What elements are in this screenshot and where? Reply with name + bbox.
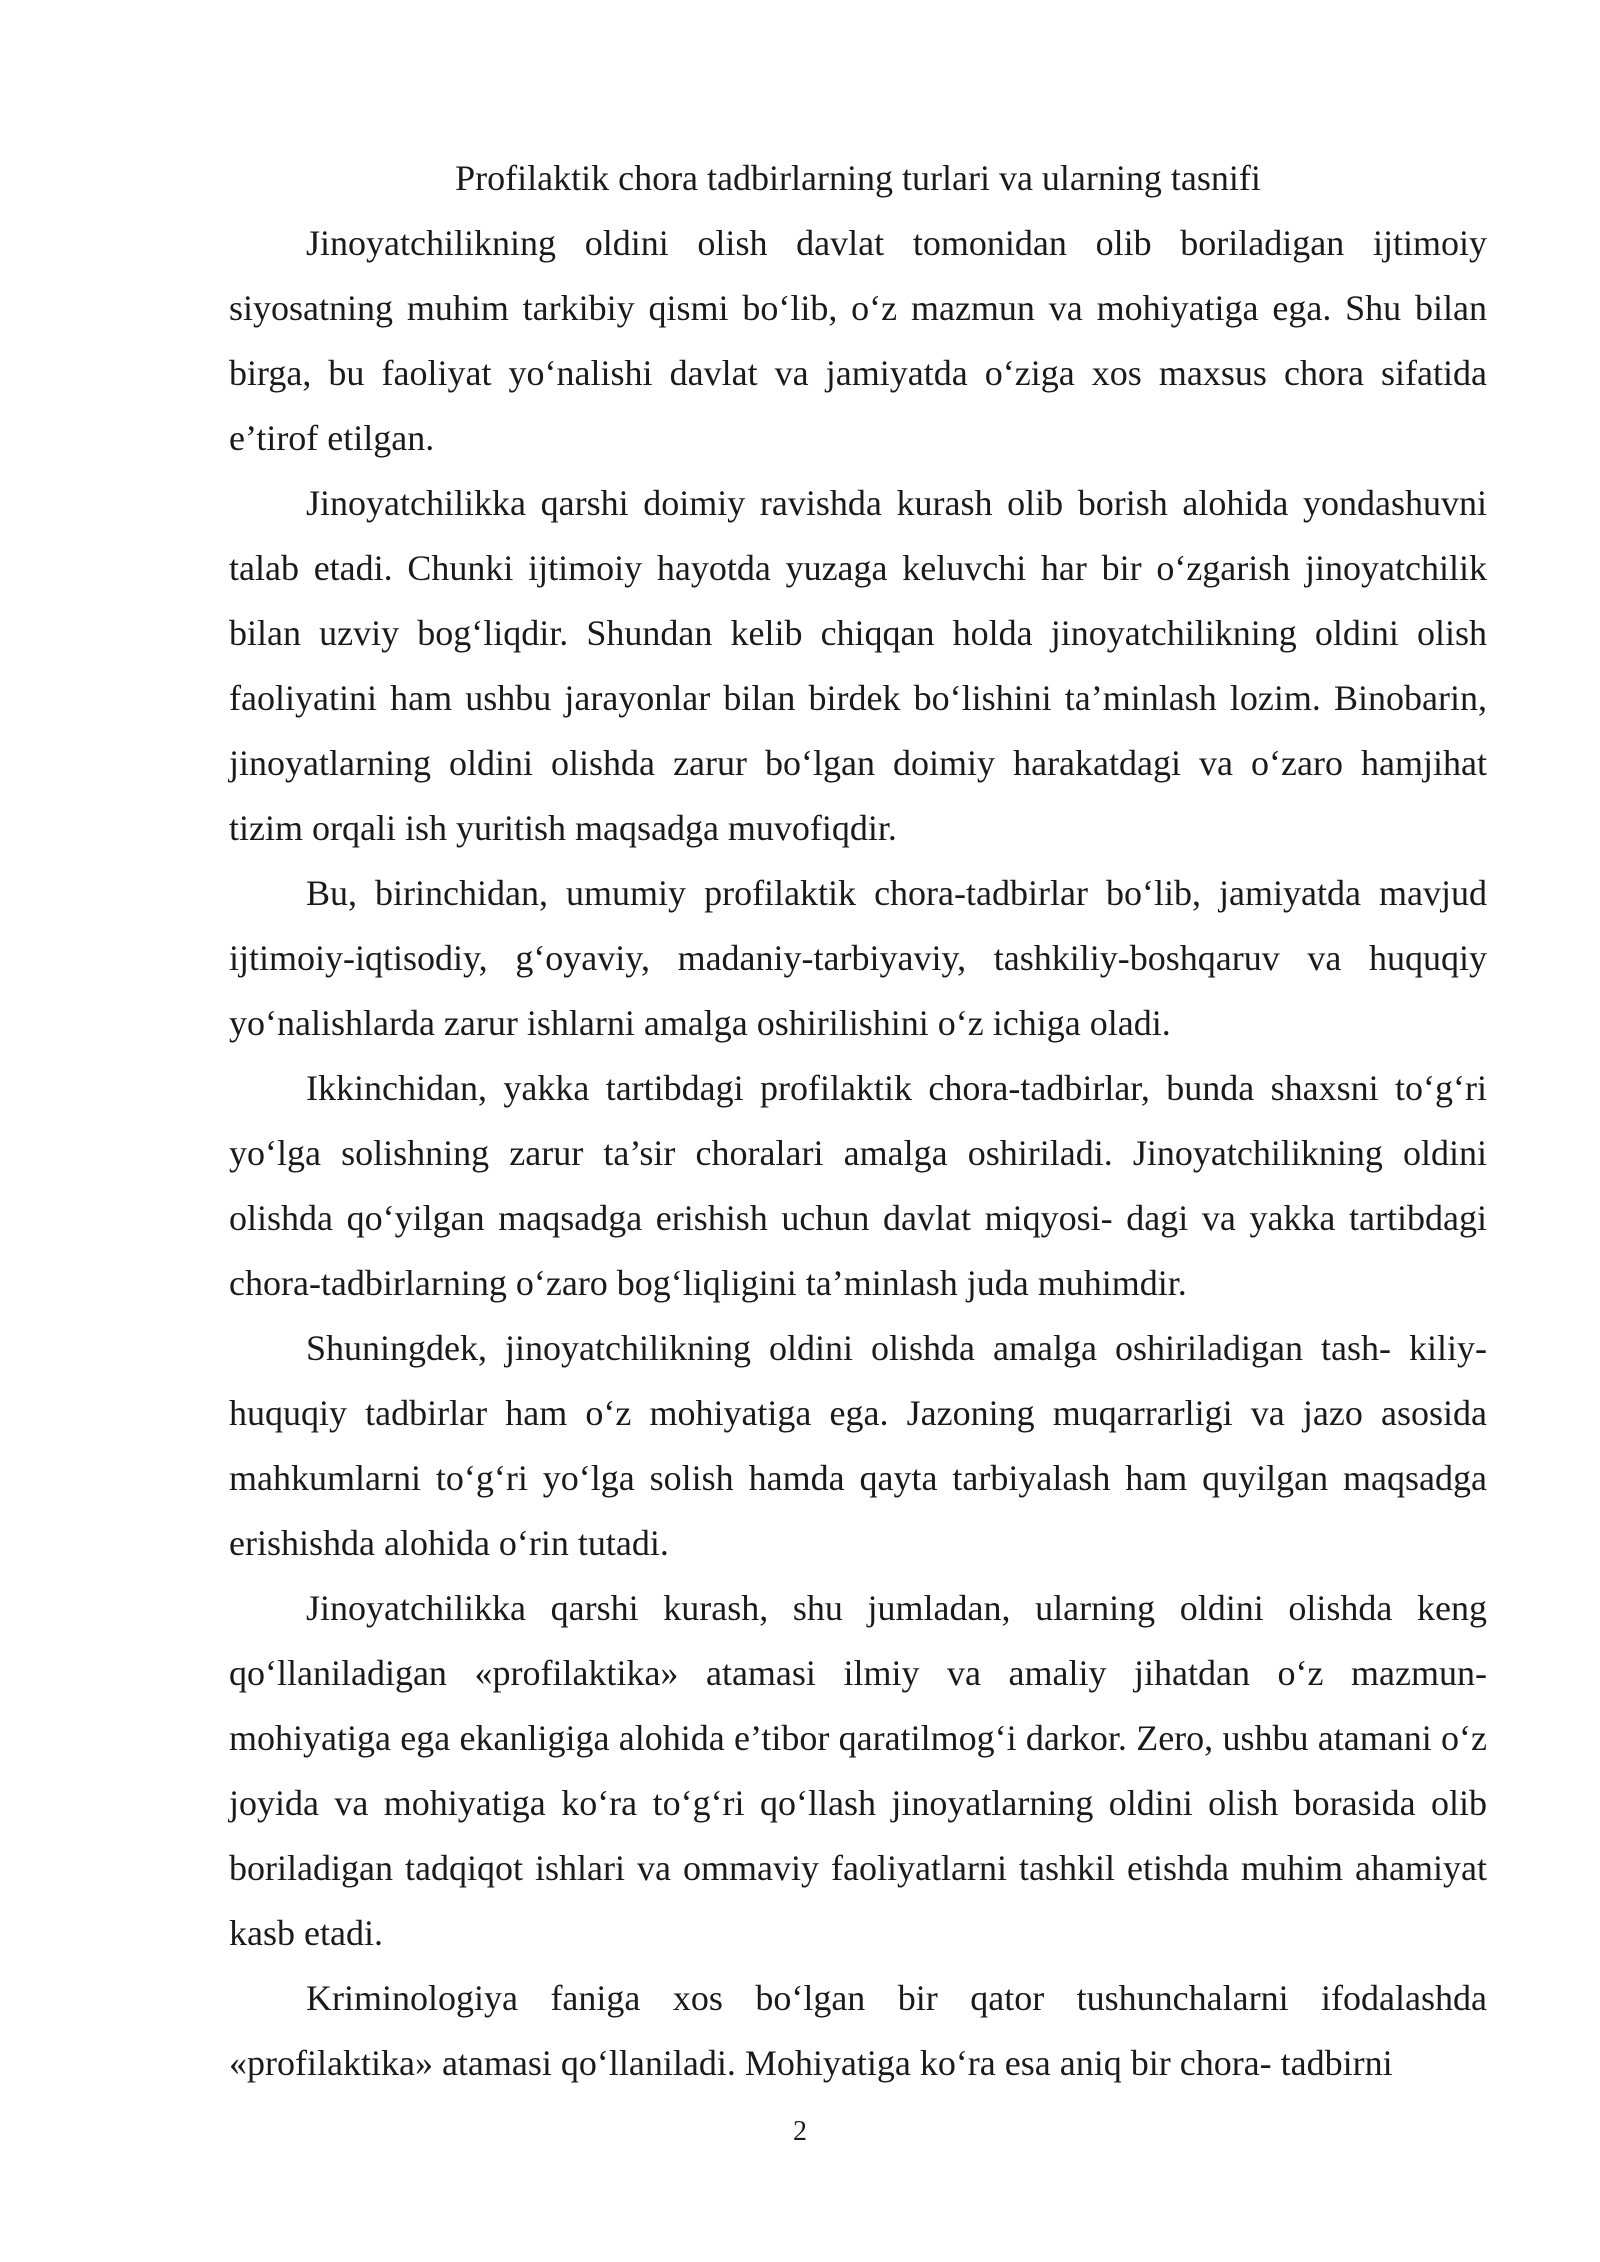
paragraph-1: Jinoyatchilikning oldini olish davlat tomonidan olib boriladigan ijtimoiy siyosatning muhim tarkibiy qismi bo‘lib, o‘z mazmun va mohiyatiga ega. Shu bilan birga, bu faoliyat yo‘nalishi davlat va jamiyatda o‘ziga xos maxsus chora sifatida e’tirof etilgan.	[229, 223, 1487, 458]
paragraph-4: Ikkinchidan, yakka tartibdagi profilaktik chora-tadbirlar, bunda shaxsni to‘g‘ri yo‘lga solishning zarur ta’sir choralari amalga oshiriladi. Jinoyatchilikning oldini olishda qo‘yilgan maqsadga erishish uchun davlat miqyosi- dagi va yakka tartibdagi chora-tadbirlarning o‘zaro bog‘liqligini ta’minlash juda muhimdir.	[229, 1068, 1487, 1303]
paragraph-5: Shuningdek, jinoyatchilikning oldini olishda amalga oshiriladigan tash- kiliy-huquqiy tadbirlar ham o‘z mohiyatiga ega. Jazoning muqarrarligi va jazo asosida mahkumlarni to‘g‘ri yo‘lga solish hamda qayta tarbiyalash ham quyilgan maqsadga erishishda alohida o‘rin tutadi.	[229, 1328, 1487, 1563]
paragraph-2: Jinoyatchilikka qarshi doimiy ravishda kurash olib borish alohida yondashuvni talab etadi. Chunki ijtimoiy hayotda yuzaga keluvchi har bir o‘zgarish jinoyatchilik bilan uzviy bog‘liqdir. Shundan kelib chiqqan holda jinoyatchilikning oldini olish faoliyatini ham ushbu jarayonlar bilan birdek bo‘lishini ta’minlash lozim. Binobarin, jinoyatlarning oldini olishda zarur bo‘lgan doimiy harakatdagi va o‘zaro hamjihat tizim orqali ish yuritish maqsadga muvofiqdir.	[229, 483, 1487, 848]
paragraph-3: Bu, birinchidan, umumiy profilaktik chora-tadbirlar bo‘lib, jamiyatda mavjud ijtimoiy-iqtisodiy, g‘oyaviy, madaniy-tarbiyaviy, tashkiliy-boshqaruv va huquqiy yo‘nalishlarda zarur ishlarni amalga oshirilishini o‘z ichiga oladi.	[229, 873, 1487, 1043]
page-number: 2	[793, 2116, 807, 2147]
paragraph-7: Kriminologiya faniga xos bo‘lgan bir qator tushunchalarni ifodalashda «profilaktika» atamasi qo‘llaniladi. Mohiyatiga ko‘ra esa aniq bir chora- tadbirni	[229, 1978, 1487, 2083]
page-content	[229, 146, 1487, 2096]
document-title: Profilaktik chora tadbirlarning turlari va ularning tasnifi	[455, 158, 1261, 198]
paragraph-6: Jinoyatchilikka qarshi kurash, shu jumladan, ularning oldini olishda keng qo‘llaniladigan «profilaktika» atamasi ilmiy va amaliy jihatdan o‘z mazmun-mohiyatiga ega ekanligiga alohida e’tibor qaratilmog‘i darkor. Zero, ushbu atamani o‘z joyida va mohiyatiga ko‘ra to‘g‘ri qo‘llash jinoyatlarning oldini olish borasida olib boriladigan tadqiqot ishlari va ommaviy faoliyatlarni tashkil etishda muhim ahamiyat kasb etadi.	[229, 1588, 1487, 1953]
